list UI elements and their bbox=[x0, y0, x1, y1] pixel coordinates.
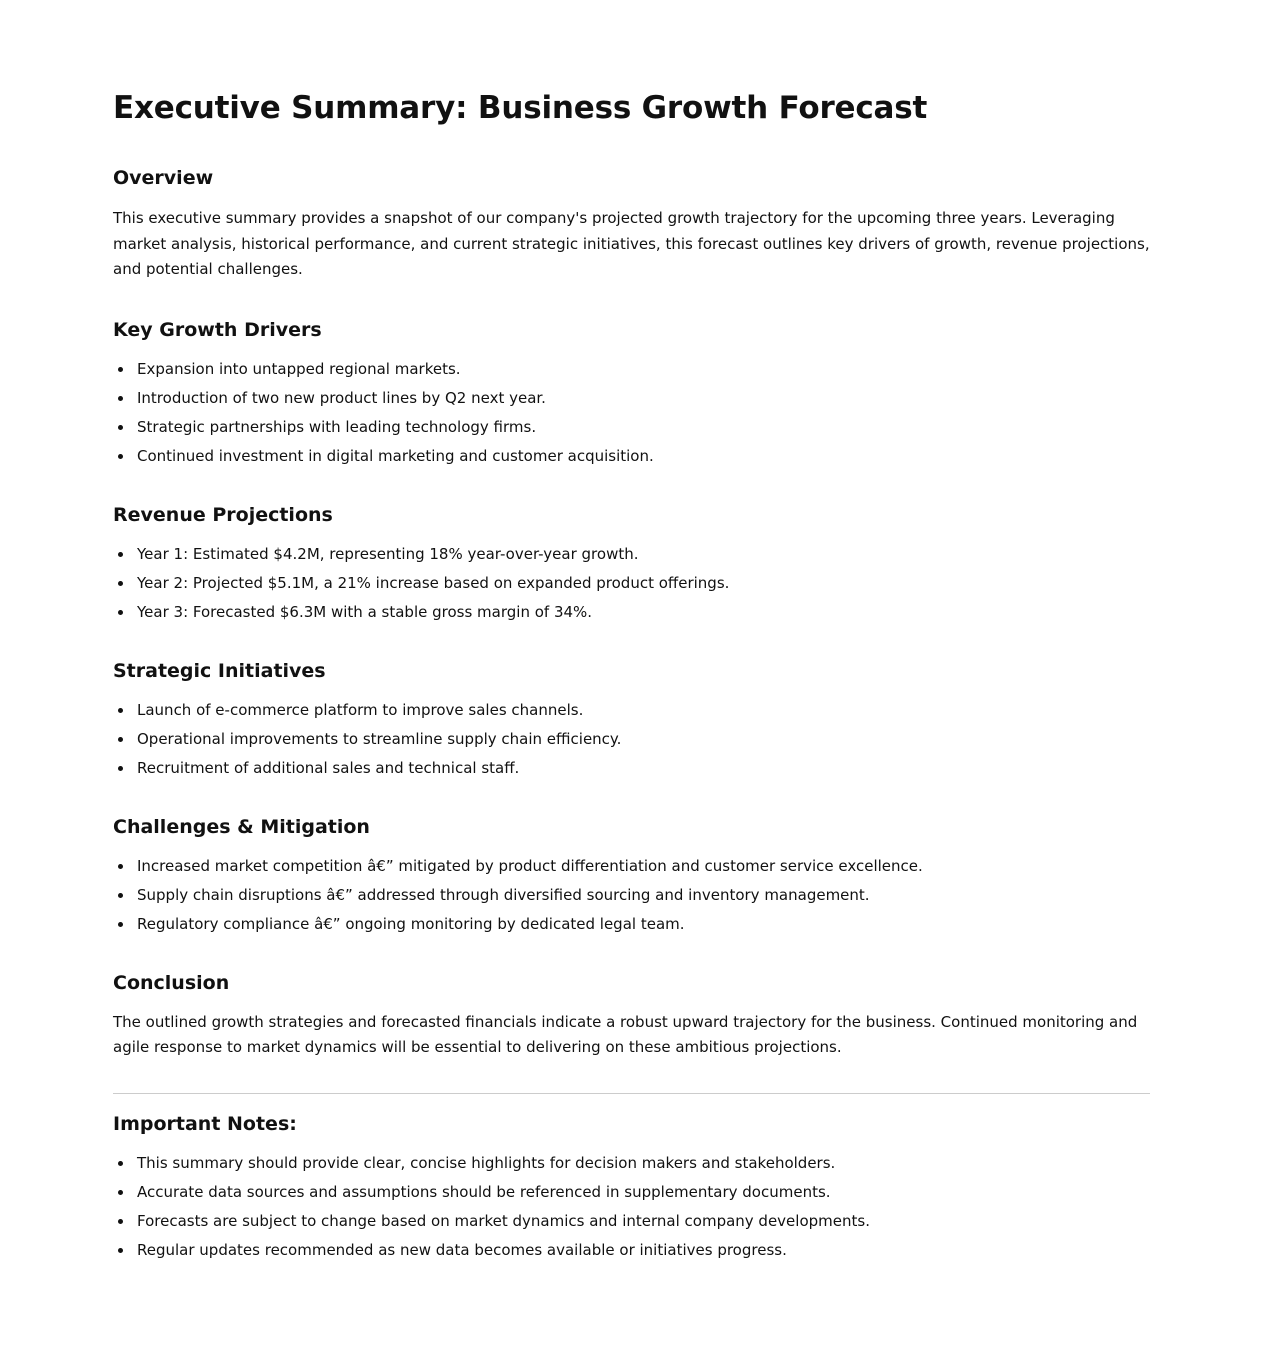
important-notes-section bbox=[113, 1111, 1150, 1265]
list-item: Launch of e-commerce platform to improve sales channels. bbox=[137, 696, 1150, 725]
list-item: Regulatory compliance â€” ongoing monitoring by dedicated legal team. bbox=[137, 910, 1150, 939]
conclusion-section bbox=[113, 970, 1150, 1061]
section-heading: Conclusion bbox=[113, 971, 230, 994]
overview-section bbox=[113, 165, 1150, 283]
list-item: Forecasts are subject to change based on market dynamics and internal company developments. bbox=[137, 1207, 1150, 1236]
section-heading: Strategic Initiatives bbox=[113, 659, 326, 682]
list-item: Introduction of two new product lines by Q2 next year. bbox=[137, 384, 1150, 413]
list-item: Recruitment of additional sales and technical staff. bbox=[137, 754, 1150, 783]
growth-drivers-section bbox=[113, 317, 1150, 471]
section-heading: Challenges & Mitigation bbox=[113, 815, 370, 838]
challenges-section bbox=[113, 814, 1150, 939]
challenges-list bbox=[113, 852, 1150, 939]
list-item: Year 3: Forecasted $6.3M with a stable gross margin of 34%. bbox=[137, 598, 1150, 627]
list-item: Year 1: Estimated $4.2M, representing 18% year-over-year growth. bbox=[137, 540, 1150, 569]
list-item: Operational improvements to streamline supply chain efficiency. bbox=[137, 725, 1150, 754]
list-item: Regular updates recommended as new data becomes available or initiatives progress. bbox=[137, 1236, 1150, 1265]
revenue-projections-list bbox=[113, 540, 1150, 627]
list-item: Strategic partnerships with leading technology firms. bbox=[137, 413, 1150, 442]
list-item: This summary should provide clear, concise highlights for decision makers and stakeholders. bbox=[137, 1149, 1150, 1178]
list-item: Accurate data sources and assumptions should be referenced in supplementary documents. bbox=[137, 1178, 1150, 1207]
section-heading: Important Notes: bbox=[113, 1112, 297, 1135]
growth-drivers-list bbox=[113, 355, 1150, 471]
list-item: Expansion into untapped regional markets. bbox=[137, 355, 1150, 384]
strategic-initiatives-list bbox=[113, 696, 1150, 783]
important-notes-list bbox=[113, 1149, 1150, 1265]
list-item: Year 2: Projected $5.1M, a 21% increase based on expanded product offerings. bbox=[137, 569, 1150, 598]
section-heading: Overview bbox=[113, 167, 214, 189]
revenue-projections-section bbox=[113, 502, 1150, 627]
section-divider bbox=[113, 1093, 1150, 1094]
conclusion-text: The outlined growth strategies and forecasted financials indicate a robust upward trajectory for the business. Continued monitoring and agile response to market dynamics will be essential to delivering on these ambitious projections. bbox=[113, 1012, 1138, 1056]
overview-text: This executive summary provides a snapshot of our company's projected growth trajectory for the upcoming three years. Leveraging market analysis, historical performance, and current strategic initiatives, this forecast outlines key drivers of growth, revenue projections, and potential challenges. bbox=[113, 209, 1150, 278]
list-item: Supply chain disruptions â€” addressed through diversified sourcing and inventory management. bbox=[137, 881, 1150, 910]
section-heading: Key Growth Drivers bbox=[113, 318, 322, 341]
section-heading: Revenue Projections bbox=[113, 503, 333, 526]
strategic-initiatives-section bbox=[113, 658, 1150, 783]
list-item: Increased market competition â€” mitigated by product differentiation and customer service excellence. bbox=[137, 852, 1150, 881]
list-item: Continued investment in digital marketing and customer acquisition. bbox=[137, 442, 1150, 471]
page-title: Executive Summary: Business Growth Forecast bbox=[113, 90, 928, 126]
